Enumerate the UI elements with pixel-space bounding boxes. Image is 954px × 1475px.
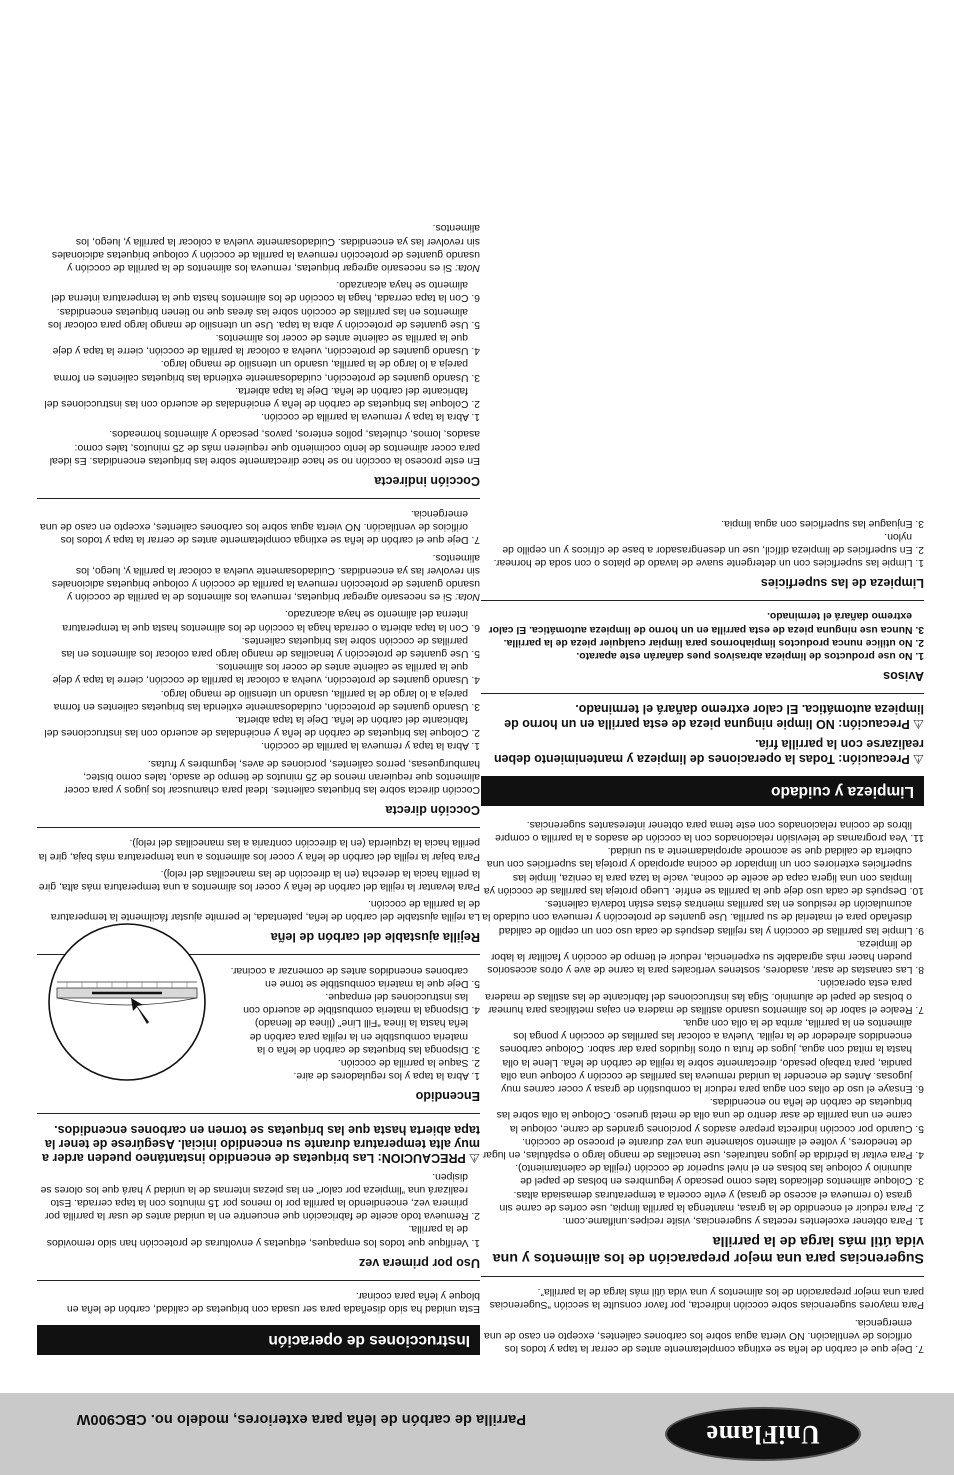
list-item: 1. No use productos de limpieza abrasivos pues dañarán este aparato. bbox=[576, 650, 924, 662]
list-item: 4. Disponga la materia combustible de acuerdo con las instrucciones del empaque. bbox=[243, 990, 480, 1016]
warnings-limpieza bbox=[481, 702, 924, 766]
list-item: 2. Saque la parrilla de cocción. bbox=[337, 1056, 480, 1068]
directa-list-end bbox=[37, 507, 480, 547]
list-item: 5. Deje que la materia combustible se torne en carbones encendidos antes de comenzar a cocinar. bbox=[230, 964, 480, 989]
uso-list bbox=[37, 1169, 480, 1248]
section-title-rejilla: Rejilla ajustable del carbón de leña bbox=[37, 929, 480, 955]
list-item: 3. Coloque alimentos delicados tales como pescado y legumbres en bolsas de papel de aluminio y coloque las bolsas en el nivel superior de cocción (rejilla de calentamiento). bbox=[515, 1162, 924, 1187]
list-item: 2. No utilice nunca productos limpiahornos para limpiar cualquier pieza de la parrilla. bbox=[503, 636, 924, 648]
list-item: 2. En superficies de limpieza difícil, use un desengrasador a base de cítricos y un cepillo de nylon. bbox=[502, 530, 924, 556]
uniflame-logo bbox=[665, 1407, 861, 1461]
list-item: 1. Abra la tapa y remueva la parrilla de cocción. bbox=[261, 411, 480, 423]
list-item: 1. Abra la tapa y los reguladores de aire. bbox=[293, 1070, 480, 1082]
list-item: 6. Ensaye el uso de ollas con agua para reducir la combustión de grasa y cocer carnes muy jugosas. Antes de encender la unidad remueva las parrillas de cocción y coloque una olla pandia, para trabajo pesado, directamente sobre la rejilla de carbón de leña. Llene la olla hasta la mitad con agua, jugos de fruta u otros líquidos para dar sabor. Coloque carbones encendidos alrededor de la rejilla. Vuelva a colocar las parrillas de cocción y ponga los alimentos en la parrilla, arriba de la olla con agua. bbox=[499, 1016, 924, 1094]
list-item: 3. Nunca use ninguna pieza de esta parrilla en un horno de limpieza automática. El calor extremo dañará el terminado. bbox=[488, 610, 924, 635]
section-title-sugerencias: Sugerencias para una mejor preparación de los alimentos y una vida útil más larga de la parrilla bbox=[481, 1233, 924, 1277]
warning: ⚠Precaución: NO limpie ninguna pieza de esta parrilla en un horno de limpieza automática. El calor extremo dañará el terminado. bbox=[504, 702, 924, 731]
warning: ⚠PRECAUCION: Las briquetas de encendido instantáneo pueden arder a muy alta temperatura durante su encendido inicial. Asegúrese de tener la tapa abierta hasta que las briquetas se tornen en carbones encendidos. bbox=[42, 1122, 480, 1166]
warning-icon: ⚠ bbox=[912, 751, 924, 766]
list-item: 4. Usando guantes de protección, vuelva a colocar la parrilla de cocción, cierre la tapa y deje que la parrilla se caliente antes de cocer los alimentos. bbox=[52, 332, 480, 357]
sugerencias-list bbox=[481, 818, 924, 1227]
list-item: 4. Para evitar la pérdida de jugos naturales, use tenacillas de mango largo o espátulas, en lugar de tenedores, y voltee el alimento solamente una vez durante el proceso de cocción. bbox=[482, 1135, 924, 1160]
list-item: 7. Deje que el carbón de leña se extinga completamente antes de cerrar la tapa y todos los orificios de ventilación. NO vierta agua sobre los carbones calientes, excepto en caso de una emergencia. bbox=[484, 1316, 924, 1354]
logo-text: UniFlame bbox=[706, 1420, 820, 1449]
intro-paragraph: Esta unidad ha sido diseñada para ser usada con briquetas de calidad, carbón de leña en bloque y leña para cocinar. bbox=[66, 1289, 480, 1314]
avisos-list bbox=[481, 609, 924, 662]
list-item: 1. Limpie las superficies con un detergente suave de lavado de platos o con soda de hornear. bbox=[493, 557, 924, 569]
indirecta-list bbox=[37, 278, 480, 423]
list-item: 2. Para reducir el encendido de la grasa, mantenga la parrilla limpia, use cortes de carne sin grasa (o remueva el acceso de grasa) y evite cocerla a temperaturas demasiada altas. bbox=[499, 1188, 924, 1213]
list-item: 6. Con la tapa cerrada, haga la cocción de los alimentos hasta que la temperatura interna del alimento se haya alcanzado. bbox=[51, 279, 480, 304]
directa-list bbox=[37, 607, 480, 752]
paragraph: Cocción directa sobre las briquetas calientes. Ideal para chamuscar los jugos y para cocer alimentos que requieran menos de 25 minutos de tiempo de asado, tales como bistec, hamburguesas, perros calientes, porciones de aves, legumbres y frutas. bbox=[64, 757, 480, 796]
left-column bbox=[481, 512, 924, 1355]
section-title-superficies: Limpieza de las superficies bbox=[481, 575, 924, 601]
encendido-block bbox=[37, 963, 480, 1082]
list-item: 3. Disponga las briquetas de carbón de leña o la materia combustible en la rejilla para carbón de leña hasta la línea “Fill Line” (línea de llenado) bbox=[249, 1017, 480, 1055]
list-item: 2. Remueva todo aceite de fabricación que encuentre en la unidad antes de usar la parrilla por primera vez, encendiendo la parrilla por lo menos por 15 minutos con la tapa cerrada. Esto realizará una “limpieza por calor” en las piezas internas de la unidad y hará que los olores se disipen. bbox=[40, 1170, 480, 1222]
warning-icon: ⚠ bbox=[468, 1151, 480, 1166]
paragraph: La rejilla ajustable del carbón de leña, patentada, le permite ajustar fácilmente la temperatura de la parrilla de cocción. bbox=[50, 898, 480, 923]
document-title: Parrilla de carbón de leña para exteriores, modelo no. CBC900W bbox=[76, 1411, 526, 1427]
section-title-directa: Cocción directa bbox=[37, 802, 480, 828]
paragraph: Para levantar la rejilla del carbón de leña y cocer los alimentos a una temperatura más alta, gire la perilla hacia la derecha (en la dirección de las manecillas del reloj). bbox=[38, 867, 480, 892]
encendido-list bbox=[230, 963, 480, 1082]
superficies-list bbox=[481, 516, 924, 569]
paragraph: En este proceso la cocción no se hace directamente sobre las briquetas encendidas. Es ideal para cocer alimentos de lento cocimiento que requieren más de 25 minutos, tales como: asados, lomos, chuletas, pollos enteros, pavos, pescado y alimentos horneados. bbox=[49, 428, 480, 466]
list-item: 8. Las canastas de asar, asadores, sostenes verticales para la carne de ave y otros accesorios pueden hacer más agradable su experiencia, reducir el tiempo de cocción y facilitar la labor de limpieza. bbox=[487, 937, 924, 976]
list-item: 10. Después de cada uso deje que la parrilla se enfríe. Luego proteja las parrillas de cocción ya limpias con una ligera capa de aceite de cocina, vacíe la taza para la ceniza, limpie las superficies exteriores con un limpiador de cocina apropiado y proteja las superficies con una cubierta de calidad que se acomode apropiadamente a su unidad. bbox=[483, 845, 924, 896]
list-item: 7. Deje que el carbón de leña se extinga completamente antes de cerrar la tapa y todos los orificios de ventilación. NO vierta agua sobre los carbones calientes, excepto en caso de una emergencia. bbox=[40, 508, 480, 546]
note: Nota: Si es necesario agregar briquetas, remueva los alimentos de la parrilla de cocción y usando guantes de protección remueva la parrilla de cocción y coloque briquetas adicionales sin revolver las ya encendidas. Cuidadosamente vuelva a colocar la parrilla y, luego, los alimentos. bbox=[51, 551, 480, 603]
note: Nota: Si es necesario agregar briquetas, remueva los alimentos de la parrilla de cocción y usando guantes de protección remueva la parrilla de cocción y coloque briquetas adicionales sin revolver las ya encendidas. Cuidadosamente vuelva a colocar la parrilla y, luego, los alimentos. bbox=[51, 222, 480, 273]
section-title-avisos: Avisos bbox=[481, 668, 924, 694]
section-title-uso: Uso por primera vez bbox=[37, 1255, 480, 1281]
list-item: 3. Usando guantes de protección, cuidadosamente extienda las briquetas calientes en forma pareja a lo largo de la parrilla, usando un utensilio de mango largo. bbox=[53, 687, 480, 712]
warning-icon: ⚠ bbox=[912, 716, 924, 731]
list-item: 9. Limpie las parrillas de cocción y las rejillas después de cada uso con un cepillo de calidad diseñado para el material de su parrilla. Use guantes de protección y remueva con cuidado la acumulación de residuos en las parrillas mientras éstas están todavía calientes. bbox=[482, 898, 924, 936]
list-item: 1. Abra la tapa y remueva la parrilla de cocción. bbox=[261, 740, 480, 752]
warning: ⚠Precaución: Todas la operaciones de limpieza y mantenimiento deben realizarse con la parrilla fría. bbox=[493, 737, 924, 766]
list-item: 1. Para obtener excelentes recetas y sugerencias, visite recipes.uniflame.com. bbox=[562, 1214, 924, 1226]
paragraph: Para bajar la rejilla del carbón de leña y cocer los alimentos a una temperatura más baja, gire la perilla hacia la izquierda (en la dirección contraria a las manecillas del reloj). bbox=[38, 837, 480, 862]
banner-limpieza: Limpieza y cuidado bbox=[481, 776, 924, 806]
paragraph: Para mayores sugerencias sobre cocción indirecta, por favor consulte la sección “Sugerencias para una mejor preparación de los alimentos y una vida útil más larga de la parrilla”. bbox=[489, 1286, 924, 1311]
header-band bbox=[0, 1393, 954, 1475]
list-item: 2. Coloque las briquetas de carbón de leña y enciéndalas de acuerdo con las instrucciones del fabricante del carbón de leña. Deje la tapa abierta. bbox=[44, 714, 480, 739]
list-item: 1. Verifique que todos los empaques, etiquetas y envolturas de protección han sido removidos de la parrilla. bbox=[46, 1223, 480, 1248]
section-title-indirecta: Cocción indirecta bbox=[37, 473, 480, 499]
list-item: 3. Usando guantes de protección, cuidadosamente extienda las briquetas calientes en forma pareja a lo largo de la parrilla, usando un utensilio de mango largo. bbox=[53, 358, 480, 383]
list-item: 5. Cuando por cocción indirecta prepare asados y porciones grandes de carne, coloque la carne en una parrilla de asar dentro de una olla de metal grueso. Coloque la olla sobre las briquetas de carbón de leña no encendidas. bbox=[496, 1096, 924, 1134]
list-item: 2. Coloque las briquetas de carbón de leña y enciéndalas de acuerdo con las instrucciones del fabricante del carbón de leña. Deje la tapa abierta. bbox=[44, 384, 480, 410]
list-item: 11. Vea programas de televisión relacionados con la cocción de asados a la parrilla o compre libros de cocina relacionados con este tema para obtener interesantes sugerencias. bbox=[495, 818, 924, 844]
list-item: 4. Usando guantes de protección, vuelva a colocar la parrilla de cocción, cierre la tapa y deje que la parrilla se caliente antes de cocer los alimentos. bbox=[52, 661, 480, 686]
list-item: 5. Use guantes de protección y tenacillas de mango largo para colocar los alimentos en las parrillas de cocción sobre las briquetas calientes. bbox=[61, 634, 480, 660]
list-item: 5. Use guantes de protección y abra la tapa. Use un utensilio de mango largo para colocar los alimentos en las parrillas de cocción sobre las áreas que no tienen briquetas encendidas. bbox=[47, 305, 480, 330]
fill-line-illustration bbox=[47, 922, 207, 1082]
continued-list bbox=[481, 1315, 924, 1355]
section-title-encendido: Encendido bbox=[37, 1088, 480, 1114]
right-column bbox=[37, 217, 480, 1355]
list-item: 3. Enjuague las superficies con agua limpia. bbox=[721, 517, 924, 529]
list-item: 6. Con la tapa abierta o cerrada haga la cocción de los alimentos hasta que la temperatura interna del alimento se haya alcanzado. bbox=[62, 608, 480, 633]
banner-instrucciones: Instrucciones de operación bbox=[37, 1325, 480, 1355]
list-item: 7. Realce el sabor de los alimentos usando astillas de madera en cajas metálicas para humear o bolsas de papel de aluminio. Siga las instrucciones del fabricante de las astillas de madera para esta operación. bbox=[485, 977, 924, 1015]
